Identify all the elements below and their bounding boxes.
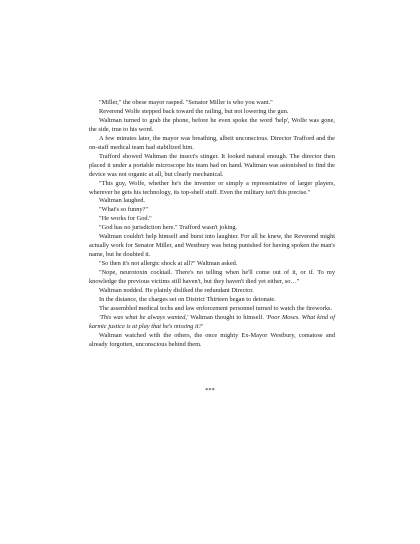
paragraph: "This guy, Wolfe, whether he's the inventor or simply a representative of larger players, wherever he gets his technology, its top-shelf stuff. Even the military isn't this precise." (89, 179, 335, 196)
paragraph: Waltman watched with the others, the once mighty Ex-Mayor Westbury, comatose and already forgotten, unconscious behind them. (89, 331, 335, 348)
paragraph: "What's so funny?" (99, 206, 148, 214)
body-text (89, 99, 335, 350)
paragraph: Waltman turned to grab the phone, before he even spoke the word 'help', Wolfe was gone, the side, true to his word. (89, 116, 335, 133)
thought-text: 'This was what he always wanted,' (99, 313, 189, 321)
narration-text: Waltman thought to himself. (188, 313, 266, 321)
thought-text: 'Poor Moses. What kind of karmic justice is at play that he's missing it?' (89, 313, 335, 330)
paragraph: "So then it's not allergic shock at all?" Waltman asked. (99, 260, 238, 268)
paragraph: In the distance, the charges set on District Thirteen began to detonate. (99, 295, 276, 303)
paragraph: Reverend Wolfe stepped back toward the railing, but not lowering the gun. (99, 107, 289, 115)
paragraph: "God has no jurisdiction here." Trafford wasn't joking. (99, 224, 238, 232)
paragraph: "He works for God." (99, 215, 152, 223)
paragraph: Waltman couldn't help himself and burst into laughter. For all he knew, the Reverend might actually work for Senator Miller, and Westbury was being punished for having spoken the man's name, but he doubted it. (89, 233, 335, 259)
paragraph: Waltman nodded. He plainly disliked the redundant Director. (99, 287, 254, 295)
paragraph: A few minutes later, the mayor was breathing, albeit unconscious. Director Trafford and the on-staff medical team had stabilized him. (89, 134, 335, 151)
paragraph: "Nope, neurotoxin cocktail. There's no telling when he'll come out of it, or if. To my knowledge the previous victims still haven't, but they haven't died yet either, so…" (89, 269, 335, 286)
thought-paragraph (89, 314, 335, 332)
paragraph: Trafford showed Waltman the insect's stinger. It looked natural enough. The director then placed it under a portable microscope his team had on hand. Waltman was astonished to find the device was not organic at all, but clearly mechanical. (89, 152, 335, 178)
paragraph: "Miller," the obese mayor rasped. "Senator Miller is who you want." (99, 99, 273, 106)
paragraph: The assembled medical techs and law enforcement personnel turned to watch the fireworks. (99, 304, 333, 312)
paragraph: Waltman laughed. (99, 197, 145, 205)
scene-break: *** (205, 387, 215, 394)
